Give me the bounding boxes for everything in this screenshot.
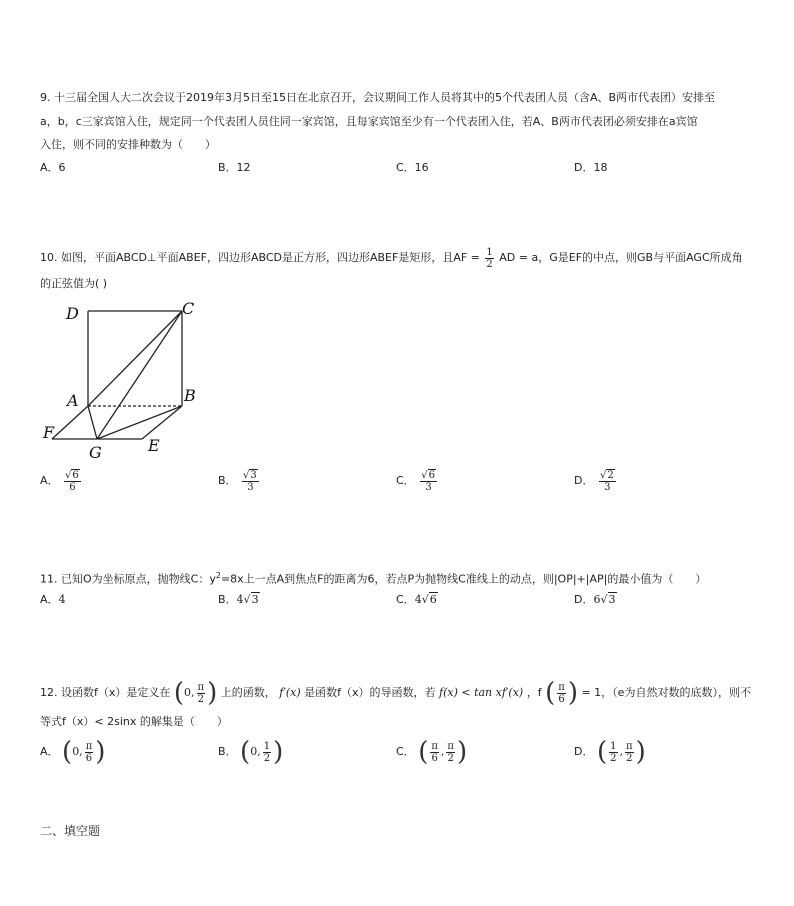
q12-option-a-left: 0, [72,745,83,758]
q12-option-c [396,735,467,769]
q12-option-d-left [609,741,617,764]
q11-option-d [574,592,617,608]
q10-option-a-rad: 6 [72,469,79,481]
q10-frac-den: 2 [486,258,493,270]
q10-frac-num: 1 [486,246,493,258]
q11-line1-pre: 11. 已知O为坐标原点，抛物线C：y [40,572,216,586]
q12-option-c-right-num: π [447,740,454,752]
q12-option-d-right [625,741,634,764]
q10-line1 [40,246,743,270]
q10-option-b-letter: B． [218,474,237,487]
q12-option-d [574,735,646,769]
q10-option-a-den: 6 [69,481,76,493]
q12-part-d: ，f [526,686,542,699]
q10-label-a: A [67,391,79,410]
q11-option-c-sqrt: √6 [421,593,437,606]
q11-option-d-sqrt: √3 [600,593,616,606]
q12-option-b-right-den: 2 [263,752,271,764]
q10-line2: 的正弦值为( ) [40,277,108,290]
q12-option-b-right [263,741,271,764]
q12-line1 [40,678,751,708]
q12-option-c-left-num: π [431,740,438,752]
q11-line1-post: =8x上一点A到焦点F的距离为6，若点P为抛物线C准线上的动点，则|OP|+|AP|的最小值为（ ） [220,572,707,586]
q11-option-a-letter: A． [40,593,59,606]
q10-option-b-rad: 3 [250,469,257,481]
q10-label-d: D [66,304,79,323]
q12-option-a-right [85,741,94,764]
q12-option-d-left-num: 1 [610,740,617,752]
q10-option-c [396,464,439,498]
q10-option-b-num: √3 [243,469,257,481]
q11-option-b-rad: 3 [251,593,259,606]
q12-f-argument: ( $\frac{\pi}{6}$ ) [545,678,578,708]
q9-line1: 9. 十三届全国人大二次会议于2019年3月5日至15日在北京召开，会议期间工作人员将其中的5个代表团人员（含A、B两市代表团）安排至 [40,91,716,104]
q12-option-b-left: 0, [250,745,261,758]
q11-option-c-coef: 4 [414,593,422,606]
q10-option-c-letter: C． [396,474,415,487]
q12-domain-interval: ( 0, $\frac{\pi}{2}$ ) [173,678,218,708]
q10-label-c: C [182,299,195,318]
q9-option-a: A．6 [40,161,66,174]
q10-option-b-den: 3 [247,481,254,493]
q12-option-a-letter: A． [40,745,59,758]
q11-line1 [40,568,706,588]
q10-option-a-letter: A． [40,474,59,487]
q12-option-c-interval: ( $\frac{\pi}{6}$ , $\frac{\pi}{2}$ ) [418,737,468,767]
q12-part-e: = 1，（e为自然对数的底数），则不 [581,686,751,699]
q12-option-a-right-num: π [85,740,93,752]
q11-option-a-coef: 4 [58,593,66,606]
q12-interval-left: 0, [184,686,195,699]
q12-f-arg-frac [557,682,566,705]
q10-option-d-value [599,470,616,493]
q12-option-b [218,735,283,769]
q11-option-c-letter: C． [396,593,415,606]
q11-option-d-rad: 3 [608,593,616,606]
q12-line2: 等式f（x）< 2sinx 的解集是（ ） [40,715,228,728]
q10-option-b-value [242,470,259,493]
q11-option-c [396,592,438,608]
q12-f-arg-den: 6 [558,693,565,705]
q12-option-b-interval: ( 0, $\frac{1}{2}$ ) [240,737,284,767]
q10-option-c-rad: 6 [428,469,435,481]
q10-option-d [574,464,618,498]
q10-fraction [485,247,493,270]
q11-option-a [40,592,66,608]
q9-line2: a，b，c三家宾馆入住，规定同一个代表团人员住同一家宾馆，且每家宾馆至少有一个代表团入住，若A、B两市代表团必须安排在a宾馆 [40,115,698,128]
q12-interval-frac [197,682,206,705]
q12-option-c-right-den: 2 [447,752,454,764]
q12-interval-den: 2 [197,693,204,705]
q12-inequality: f(x) < tan xf′(x) [439,686,524,699]
q12-interval-num: π [197,681,205,693]
q10-option-d-rad: 2 [607,469,614,481]
q12-option-a-interval: ( 0, $\frac{\pi}{6}$ ) [62,737,106,767]
q12-option-b-right-num: 1 [263,740,271,752]
q10-label-b: B [184,386,196,405]
q10-option-d-den: 3 [604,481,611,493]
q12-option-c-left-den: 6 [431,752,438,764]
q12-option-d-interval: ( $\frac{1}{2}$ , $\frac{\pi}{2}$ ) [596,737,646,767]
q10-option-d-letter: D． [574,474,594,487]
q12-option-d-left-den: 2 [610,752,617,764]
q11-option-d-coef: 6 [593,593,601,606]
q10-geometry-figure [40,296,210,466]
q10-option-a-value [64,470,81,493]
q11-option-c-rad: 6 [429,593,437,606]
q11-option-b-sqrt: √3 [243,593,259,606]
q10-line1-pre: 10. 如图，平面ABCD⊥平面ABEF，四边形ABCD是正方形，四边形ABEF是矩形，且AF = [40,251,480,264]
q12-part-a: 12. 设函数f（x）是定义在 [40,686,171,699]
q11-option-b-letter: B． [218,593,237,606]
q12-option-b-letter: B． [218,745,237,758]
q9-option-b: B．12 [218,161,251,174]
q12-option-d-right-den: 2 [626,752,633,764]
q10-label-f: F [43,423,55,442]
q10-option-d-num: √2 [599,469,614,481]
q10-option-c-num: √6 [421,469,435,481]
q9-option-d: D．18 [574,161,608,174]
q12-option-d-letter: D． [574,745,594,758]
q10-option-b [218,464,261,498]
q10-line1-post: AD = a，G是EF的中点，则GB与平面AGC所成角 [499,251,743,264]
q11-option-b-coef: 4 [236,593,244,606]
q10-option-a-num: √6 [65,469,79,481]
q10-option-a [40,464,83,498]
q11-option-b [218,592,260,608]
q9-option-c: C．16 [396,161,429,174]
q11-superscript: 2 [215,571,221,580]
q12-option-c-letter: C． [396,745,415,758]
q12-part-b: 上的函数， [220,686,276,699]
q12-option-a-right-den: 6 [85,752,93,764]
q9-line3: 入住，则不同的安排种数为（ ） [40,138,216,151]
q10-option-c-den: 3 [425,481,432,493]
q12-option-c-right [446,741,455,764]
q11-option-d-letter: D． [574,593,594,606]
q10-option-c-value [420,470,437,493]
q12-part-c: 是函数f（x）的导函数，若 [304,686,436,699]
q10-label-e: E [148,436,160,455]
q12-option-c-left [430,741,439,764]
q12-f-arg-num: π [558,681,565,693]
q12-option-a [40,735,105,769]
section-title: 二、填空题 [40,824,101,838]
q12-option-d-right-num: π [626,740,633,752]
q12-fprime: f′(x) [279,686,301,699]
q10-label-g: G [89,443,102,462]
